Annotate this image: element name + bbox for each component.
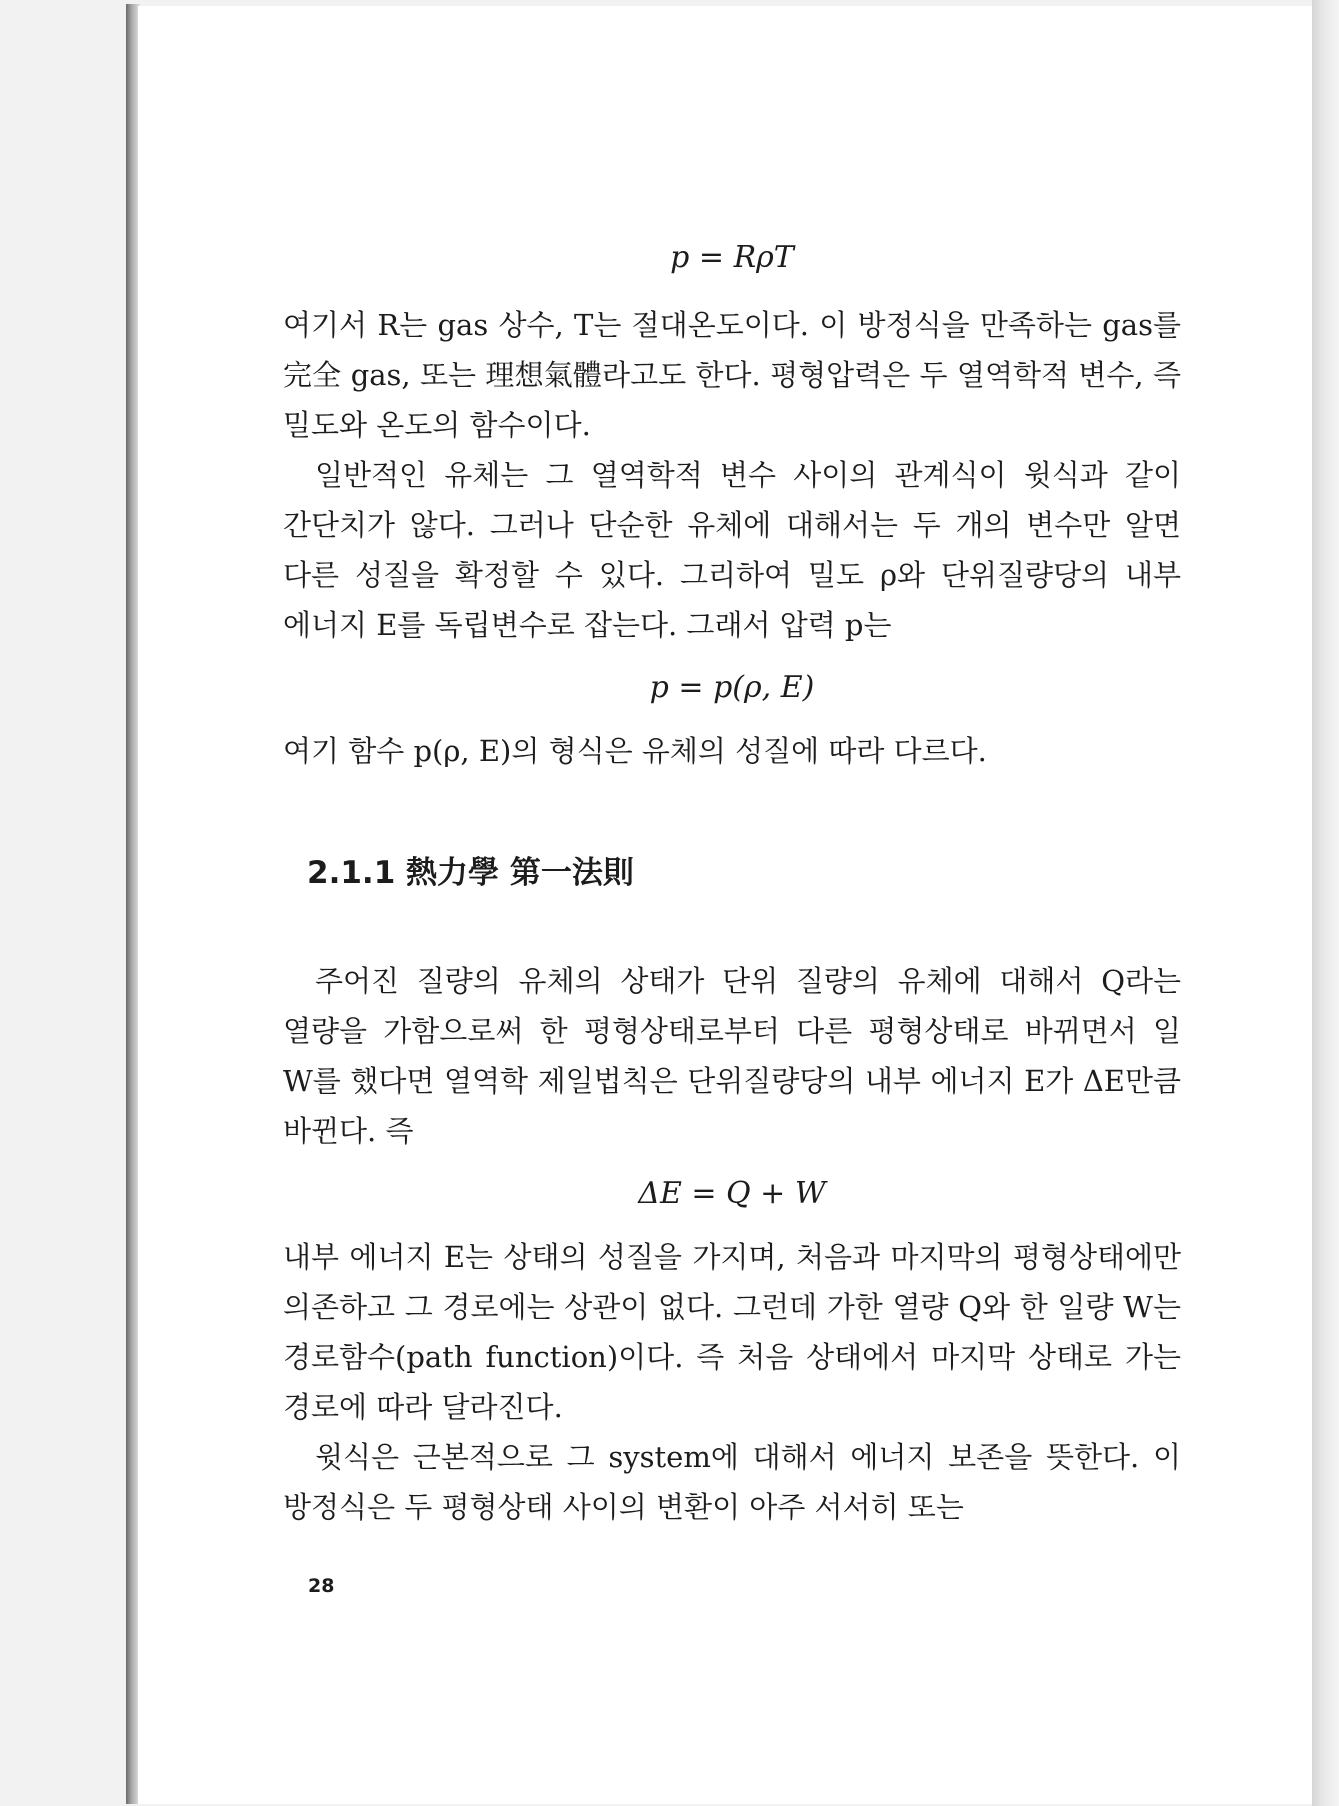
equation-pressure-function: p = p(ρ, E) bbox=[649, 670, 815, 705]
paragraph-first-law: 주어진 질량의 유체의 상태가 단위 질량의 유체에 대해서 Q라는 열량을 가함으로써 한 평형상태로부터 다른 평형상태로 바뀌면서 일 W를 했다면 열역학 제일법칙은 단위질량당의 내부 에너지 E가 ΔE만큼 바뀐다. 즉 bbox=[283, 964, 1181, 1148]
page-content bbox=[283, 228, 1181, 1532]
paragraph-gas-constant: 여기서 R는 gas 상수, T는 절대온도이다. 이 방정식을 만족하는 gas를 完全 gas, 또는 理想氣體라고도 한다. 평형압력은 두 열역학적 변수, 즉 밀도와 온도의 함수이다. bbox=[283, 308, 1181, 442]
section-heading: 2.1.1 熱力學 第一法則 bbox=[307, 855, 634, 891]
book-page bbox=[138, 6, 1312, 1804]
equation-first-law: ΔE = Q + W bbox=[638, 1176, 826, 1211]
paragraph-internal-energy: 내부 에너지 E는 상태의 성질을 가지며, 처음과 마지막의 평형상태에만 의존하고 그 경로에는 상관이 없다. 그런데 가한 열량 Q와 한 일량 W는 경로함수(path function)이다. 즉 처음 상태에서 마지막 상태로 가는 경로에 따라 달라진다. bbox=[283, 1240, 1181, 1424]
page-number: 28 bbox=[308, 1575, 335, 1597]
paragraph-general-fluid: 일반적인 유체는 그 열역학적 변수 사이의 관계식이 윗식과 같이 간단치가 않다. 그러나 단순한 유체에 대해서는 두 개의 변수만 알면 다른 성질을 확정할 수 있다. 그리하여 밀도 ρ와 단위질량당의 내부 에너지 E를 독립변수로 잡는다. 그래서 압력 p는 bbox=[283, 458, 1181, 642]
equation-ideal-gas: p = RρT bbox=[670, 240, 794, 275]
paragraph-energy-conservation: 윗식은 근본적으로 그 system에 대해서 에너지 보존을 뜻한다. 이 방정식은 두 평형상태 사이의 변환이 아주 서서히 또는 bbox=[283, 1440, 1181, 1524]
page-edge-right bbox=[1312, 0, 1339, 1806]
paragraph-function-form: 여기 함수 p(ρ, E)의 형식은 유체의 성질에 따라 다르다. bbox=[283, 734, 987, 768]
